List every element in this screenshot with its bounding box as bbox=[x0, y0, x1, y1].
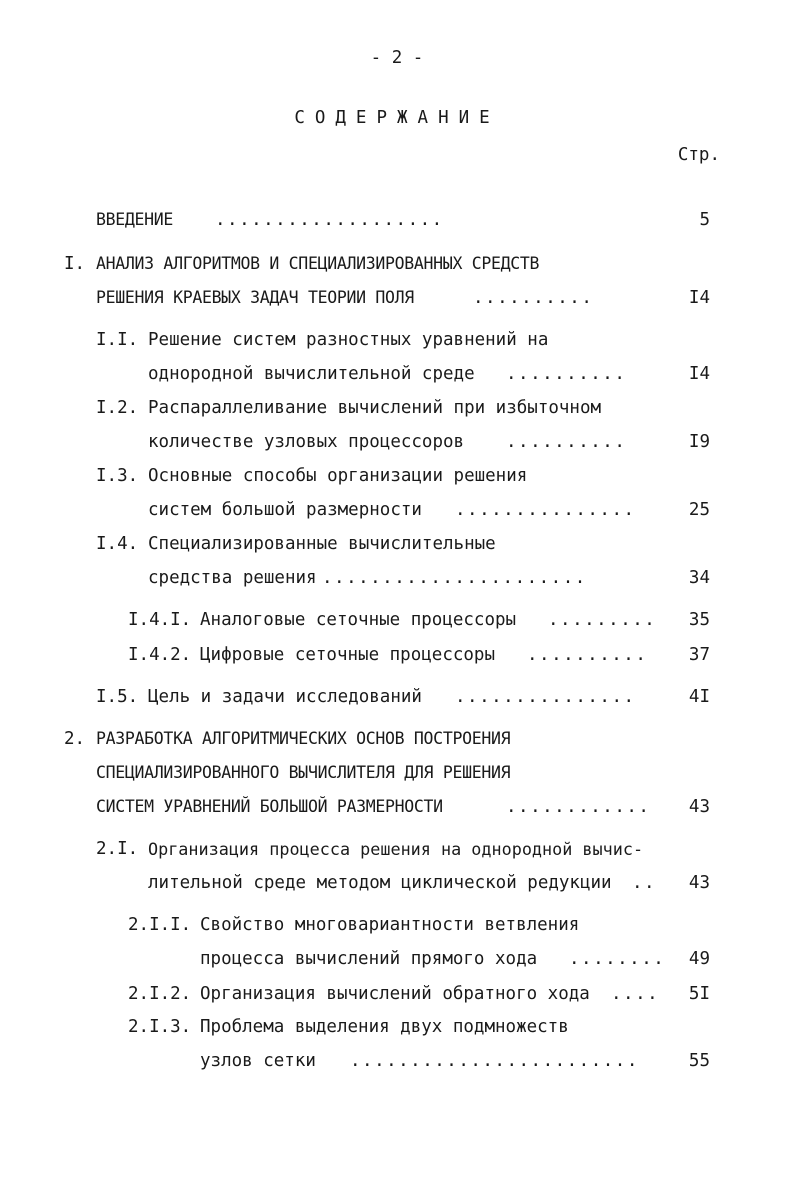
entry-number: I.2. bbox=[96, 398, 139, 418]
entry-page: I4 bbox=[688, 288, 710, 308]
entry-leader-dots: .......... bbox=[473, 288, 594, 308]
entry-number: I.5. bbox=[96, 687, 139, 707]
entry-leader-dots: ............... bbox=[455, 687, 636, 707]
entry-page: 43 bbox=[688, 873, 710, 893]
entry-text-cont: количестве узловых процессоров bbox=[148, 432, 465, 452]
entry-leader-dots: ........................ bbox=[350, 1051, 639, 1071]
entry-text: Цифровые сеточные процессоры bbox=[200, 645, 496, 665]
page-column-header: Стр. bbox=[677, 145, 720, 165]
entry-number: 2.I.I. bbox=[128, 915, 192, 935]
entry-number: I.4. bbox=[96, 534, 139, 554]
entry-leader-dots: .......... bbox=[506, 432, 627, 452]
entry-leader-dots: ............ bbox=[506, 797, 651, 817]
entry-text-cont: узлов сетки bbox=[200, 1051, 316, 1071]
entry-text-cont: лительной среде методом циклической редукции bbox=[148, 873, 612, 893]
entry-text-cont: систем большой размерности bbox=[148, 500, 422, 520]
entry-text: Организация процесса решения на однородной вычис- bbox=[148, 839, 644, 859]
page-title: СОДЕРЖАНИЕ bbox=[294, 108, 500, 128]
entry-leader-dots: ............... bbox=[455, 500, 636, 520]
entry-leader-dots: .......... bbox=[506, 364, 627, 384]
entry-text-cont: СПЕЦИАЛИЗИРОВАННОГО ВЫЧИСЛИТЕЛЯ ДЛЯ РЕШЕНИЯ bbox=[96, 763, 511, 782]
entry-leader-dots: .. bbox=[632, 873, 657, 893]
entry-text-cont: средства решения bbox=[148, 568, 317, 588]
entry-text: АНАЛИЗ АЛГОРИТМОВ И СПЕЦИАЛИЗИРОВАННЫХ СРЕДСТВ bbox=[96, 254, 540, 273]
entry-text: Свойство многовариантности ветвления bbox=[200, 915, 580, 935]
entry-page: 34 bbox=[688, 568, 710, 588]
entry-text: Решение систем разностных уравнений на bbox=[148, 330, 549, 350]
entry-page: 5I bbox=[688, 984, 710, 1004]
page-number: - 2 - bbox=[370, 48, 424, 68]
entry-page: 5 bbox=[699, 210, 710, 230]
entry-number: I.3. bbox=[96, 466, 139, 486]
entry-page: I9 bbox=[688, 432, 710, 452]
entry-page: 37 bbox=[688, 645, 710, 665]
entry-text: Специализированные вычислительные bbox=[148, 534, 496, 554]
entry-leader-dots: ................... bbox=[215, 210, 444, 230]
entry-text: Распараллеливание вычислений при избыточном bbox=[148, 398, 602, 418]
entry-text-cont: однородной вычислительной среде bbox=[148, 364, 475, 384]
entry-leader-dots: .... bbox=[611, 984, 660, 1004]
entry-text-cont: СИСТЕМ УРАВНЕНИЙ БОЛЬШОЙ РАЗМЕРНОСТИ bbox=[96, 797, 443, 816]
entry-page: 55 bbox=[688, 1051, 710, 1071]
entry-page: 25 bbox=[688, 500, 710, 520]
entry-page: 4I bbox=[688, 687, 710, 707]
entry-number: I. bbox=[64, 254, 86, 274]
entry-number: I.4.2. bbox=[128, 645, 192, 665]
entry-page: 49 bbox=[688, 949, 710, 969]
entry-text: ВВЕДЕНИЕ bbox=[96, 210, 174, 229]
entry-page: 43 bbox=[688, 797, 710, 817]
entry-number: I.4.I. bbox=[128, 610, 192, 630]
entry-text: Организация вычислений обратного хода bbox=[200, 984, 590, 1004]
entry-number: 2.I.3. bbox=[128, 1017, 192, 1037]
entry-number: 2.I. bbox=[96, 839, 139, 859]
entry-text-cont: РЕШЕНИЯ КРАЕВЫХ ЗАДАЧ ТЕОРИИ ПОЛЯ bbox=[96, 288, 414, 307]
entry-number: I.I. bbox=[96, 330, 139, 350]
entry-page: 35 bbox=[688, 610, 710, 630]
entry-text-cont: процесса вычислений прямого хода bbox=[200, 949, 538, 969]
entry-number: 2. bbox=[64, 729, 86, 749]
entry-leader-dots: ........ bbox=[569, 949, 666, 969]
entry-text: РАЗРАБОТКА АЛГОРИТМИЧЕСКИХ ОСНОВ ПОСТРОЕНИЯ bbox=[96, 729, 511, 748]
entry-text: Основные способы организации решения bbox=[148, 466, 528, 486]
entry-leader-dots: .......... bbox=[527, 645, 648, 665]
entry-text: Аналоговые сеточные процессоры bbox=[200, 610, 517, 630]
entry-page: I4 bbox=[688, 364, 710, 384]
entry-text: Цель и задачи исследований bbox=[148, 687, 422, 707]
entry-number: 2.I.2. bbox=[128, 984, 192, 1004]
entry-leader-dots: ...................... bbox=[322, 568, 587, 588]
entry-leader-dots: ......... bbox=[548, 610, 657, 630]
entry-text: Проблема выделения двух подмножеств bbox=[200, 1017, 569, 1037]
